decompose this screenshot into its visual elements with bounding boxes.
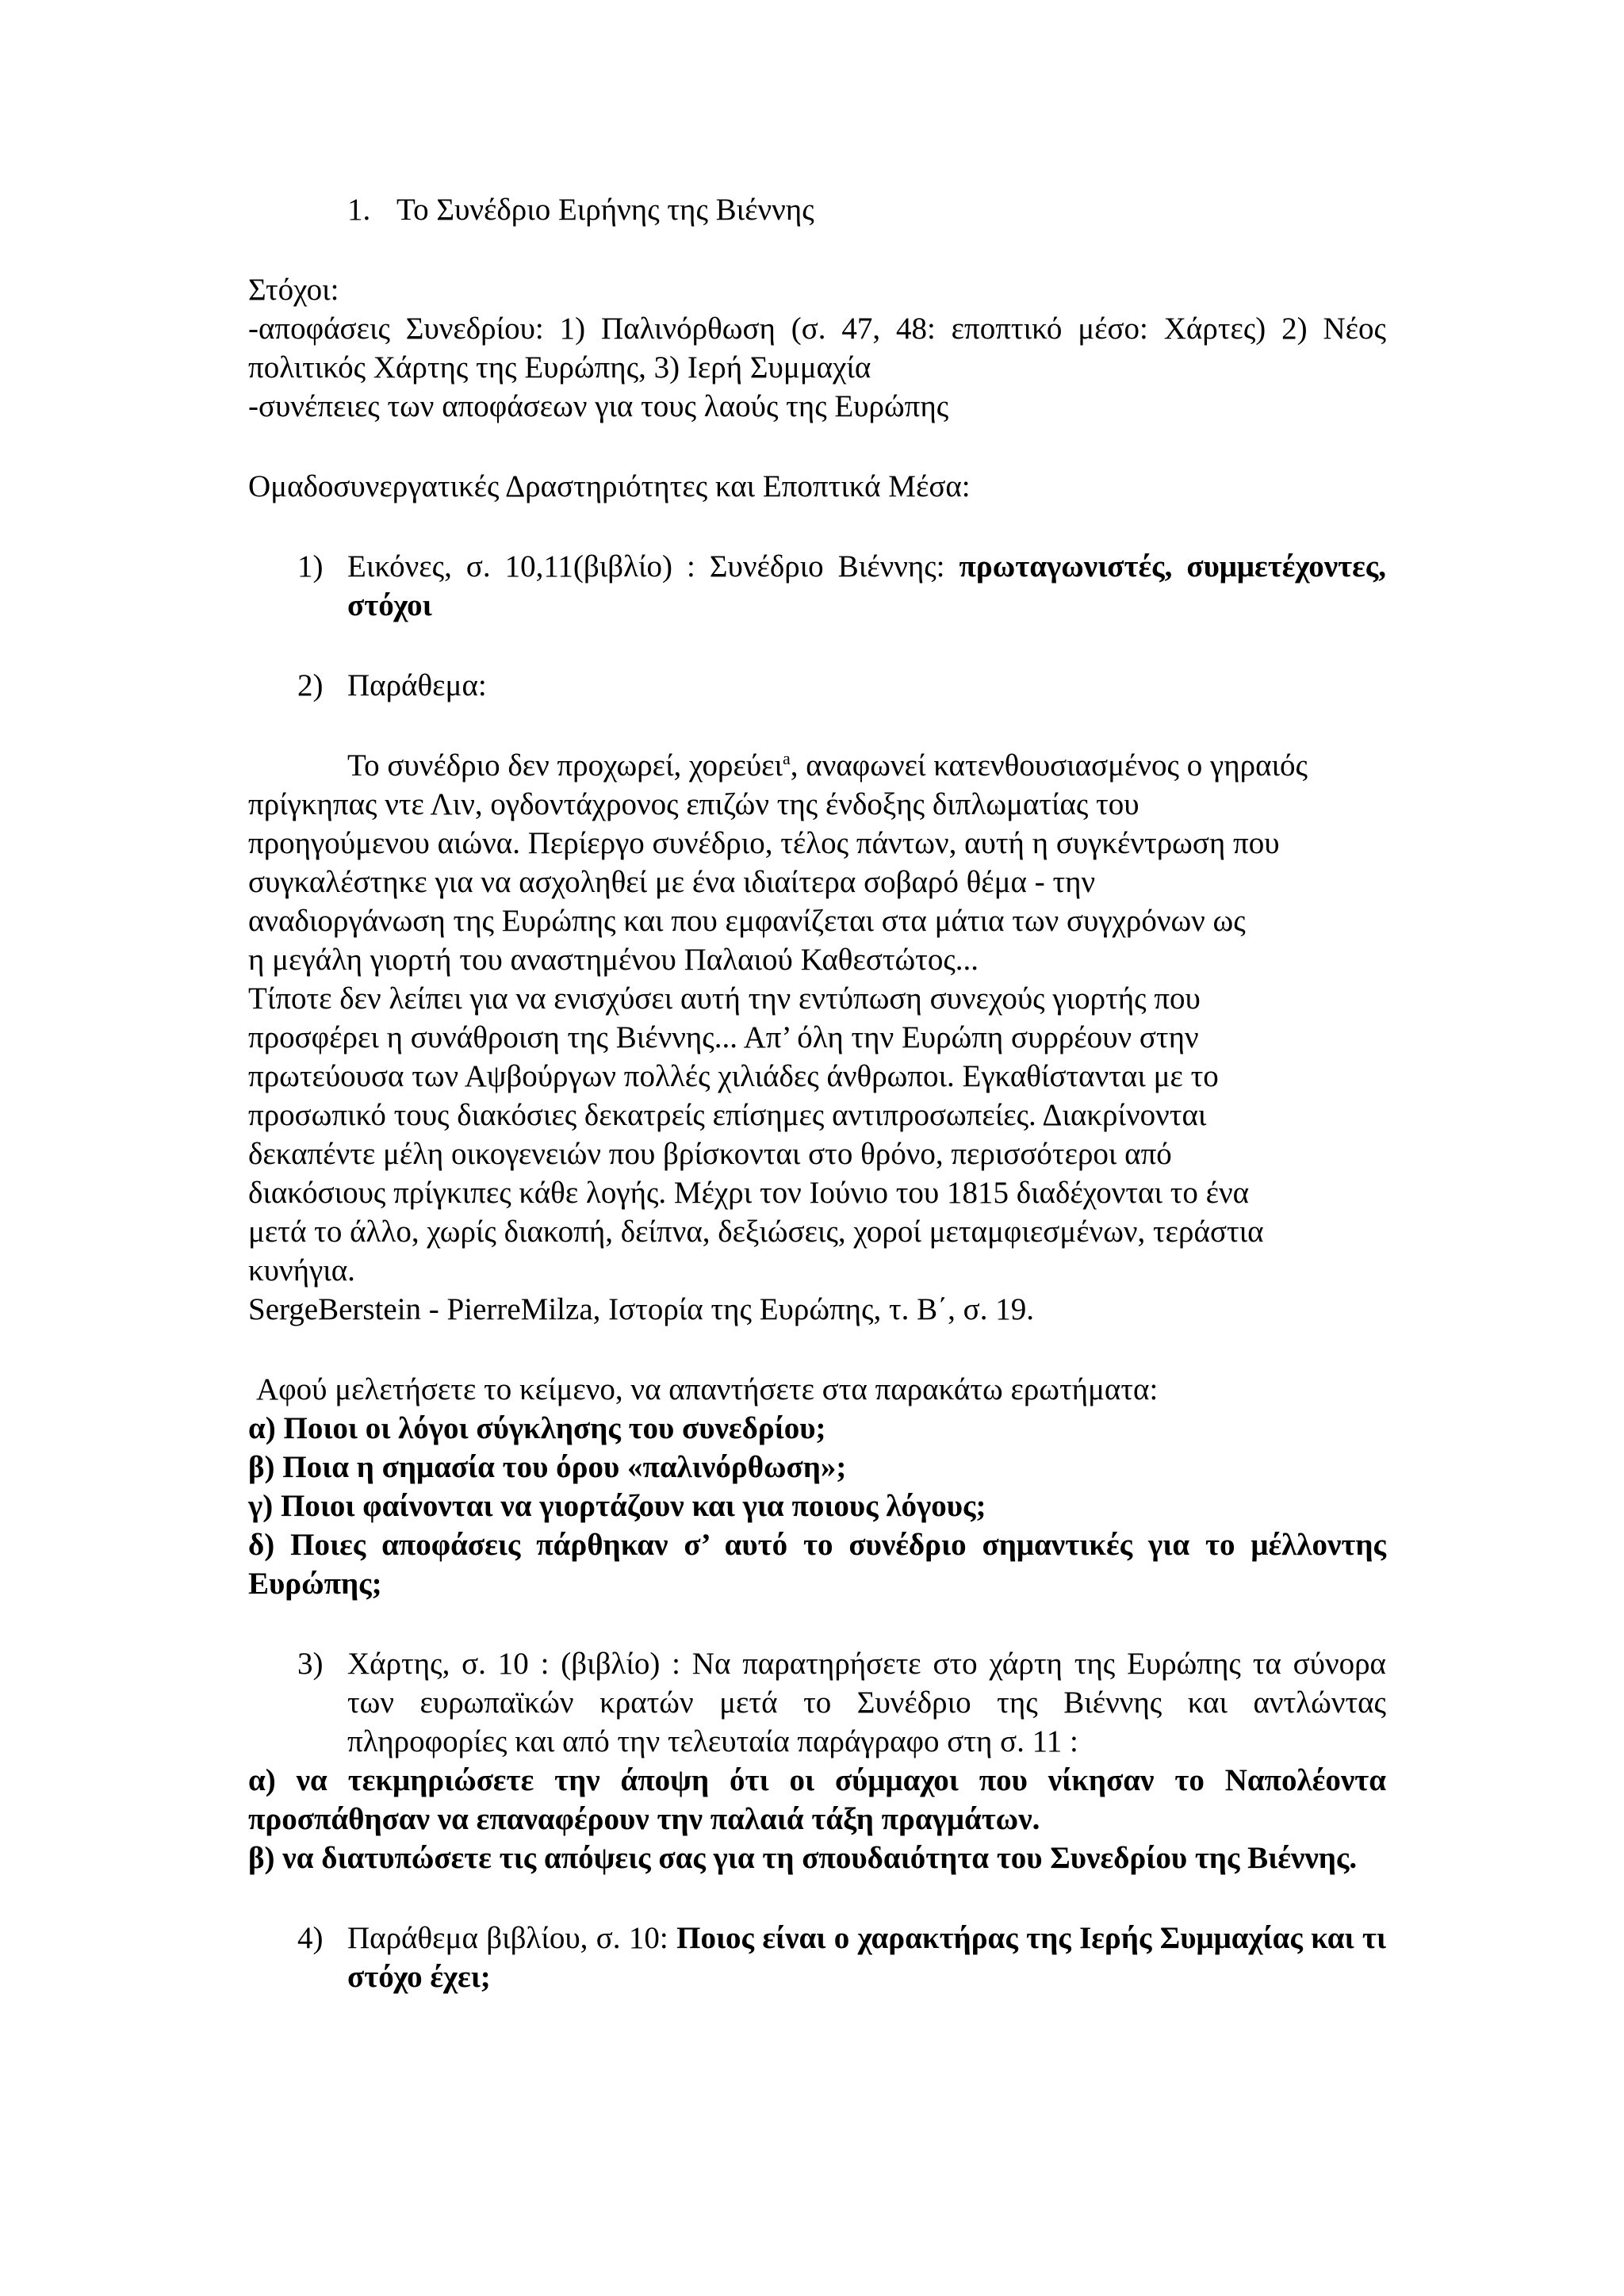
activity-item-2 xyxy=(248,666,1386,705)
activity-item-4-bold: Ποιος είναι ο χαρακτήρας της Ιερής Συμμαχίας και τι στόχο έχει; xyxy=(347,1921,1386,1994)
document-body xyxy=(248,190,1386,1996)
quote-line: προηγούμενου αιώνα. Περίεργο συνέδριο, τέλος πάντων, αυτή η συγκέντρωση που xyxy=(248,826,1280,860)
section-number: 1. xyxy=(347,193,371,227)
question-b xyxy=(248,1448,1386,1487)
activity-item-1-bold: πρωταγωνιστές, συμμετέχοντες, στόχοι xyxy=(347,549,1386,622)
quote-line: προσφέρει η συνάθροιση της Βιέννης... Απ’ όλη την Ευρώπη συρρέουν στην xyxy=(248,1020,1199,1054)
section-title-text: Το Συνέδριο Ειρήνης της Βιέννης xyxy=(396,193,814,227)
question-a xyxy=(248,1409,1386,1448)
goals-line-2: -συνέπειες των αποφάσεων για τους λαούς της Ευρώπης xyxy=(248,389,949,423)
quote-line-1 xyxy=(248,746,1386,785)
footnote-mark: a xyxy=(783,748,791,768)
quote-line: μετά το άλλο, χωρίς διακοπή, δείπνα, δεξιώσεις, χοροί μεταμφιεσμένων, τεράστια xyxy=(248,1215,1264,1249)
activity-item-4-text: Παράθεμα βιβλίου, σ. 10: xyxy=(347,1921,677,1955)
activity-item-3 xyxy=(248,1644,1386,1761)
quote-line: συγκαλέστηκε για να ασχοληθεί με ένα ιδιαίτερα σοβαρό θέμα - την xyxy=(248,865,1096,899)
quote-line: δεκαπέντε μέλη οικογενειών που βρίσκονται στο θρόνο, περισσότεροι από xyxy=(248,1137,1172,1171)
quote-line: Τίποτε δεν λείπει για να ενισχύσει αυτή την εντύπωση συνεχούς γιορτής που xyxy=(248,982,1201,1016)
questions-intro: Αφού μελετήσετε το κείμενο, να απαντήσετε στα παρακάτω ερωτήματα: xyxy=(256,1372,1159,1406)
activity-item-2-text: Παράθεμα: xyxy=(347,668,487,702)
activity-item-2-number: 2) xyxy=(297,668,324,702)
quote-source: SergeBerstein - PierreMilza, Ιστορία της Ευρώπης, τ. Β΄, σ. 19. xyxy=(248,1292,1034,1326)
quote-line: αναδιοργάνωση της Ευρώπης και που εμφανίζεται στα μάτια των συγχρόνων ως xyxy=(248,904,1246,938)
activity-item-4-number: 4) xyxy=(297,1921,324,1955)
goals-line-1: -αποφάσεις Συνεδρίου: 1) Παλινόρθωση (σ. 47, 48: εποπτικό μέσο: Χάρτες) 2) Νέος πολιτικός Χάρτης της Ευρώπης, 3) Ιερή Συμμαχία xyxy=(248,312,1386,385)
quote-line: πρωτεύουσα των Αψβούργων πολλές χιλιάδες άνθρωποι. Εγκαθίστανται με το xyxy=(248,1059,1219,1093)
activity-item-3-number: 3) xyxy=(297,1647,324,1681)
map-question-a xyxy=(248,1761,1386,1839)
map-question-b xyxy=(248,1839,1386,1877)
activity-item-1-number: 1) xyxy=(297,549,324,584)
question-a-text: α) Ποιοι οι λόγοι σύγκλησης του συνεδρίου; xyxy=(248,1411,826,1445)
quote-line-1-tail: , αναφωνεί κατενθουσιασμένος ο γηραιός xyxy=(790,748,1308,783)
question-d-text: δ) Ποιες αποφάσεις πάρθηκαν σ’ αυτό το συνέδριο σημαντικές για το μέλλοντης Ευρώπης; xyxy=(248,1528,1386,1601)
quote-line: κυνήγια. xyxy=(248,1253,355,1288)
quote-line: διακόσιους πρίγκιπες κάθε λογής. Μέχρι τον Ιούνιο του 1815 διαδέχονται το ένα xyxy=(248,1176,1250,1210)
activity-item-3-text: Χάρτης, σ. 10 : (βιβλίο) : Να παρατηρήσετε στο χάρτη της Ευρώπης τα σύνορα των ευρωπαϊκών κρατών μετά το Συνέδριο της Βιέννης και αντλώντας πληροφορίες και από την τελευταία παράγραφο στη σ. 11 : xyxy=(347,1647,1386,1758)
quote-line: προσωπικό τους διακόσιες δεκατρείς επίσημες αντιπροσωπείες. Διακρίνονται xyxy=(248,1098,1207,1132)
question-c-text: γ) Ποιοι φαίνονται να γιορτάζουν και για ποιους λόγους; xyxy=(248,1489,986,1523)
goals-heading: Στόχοι: xyxy=(248,273,339,307)
quote-line: πρίγκηπας ντε Λιν, ογδοντάχρονος επιζών της ένδοξης διπλωματίας του xyxy=(248,787,1139,821)
activity-item-4 xyxy=(248,1919,1386,1996)
quote-line: η μεγάλη γιορτή του αναστημένου Παλαιού Καθεστώτος... xyxy=(248,943,979,977)
section-title xyxy=(248,190,1386,229)
activity-item-1-text: Εικόνες, σ. 10,11(βιβλίο) : Συνέδριο Βιέννης: xyxy=(347,549,959,584)
activities-heading: Ομαδοσυνεργατικές Δραστηριότητες και Εποπτικά Μέσα: xyxy=(248,469,971,503)
quote-line-1-text: Το συνέδριο δεν προχωρεί, χορεύει xyxy=(347,748,783,783)
map-question-b-text: β) να διατυπώσετε τις απόψεις σας για τη σπουδαιότητα του Συνεδρίου της Βιέννης. xyxy=(248,1841,1358,1875)
question-c xyxy=(248,1487,1386,1525)
map-question-a-text: α) να τεκμηριώσετε την άποψη ότι οι σύμμαχοι που νίκησαν το Ναπολέοντα προσπάθησαν να επαναφέρουν την παλαιά τάξη πραγμάτων. xyxy=(248,1763,1386,1836)
question-b-text: β) Ποια η σημασία του όρου «παλινόρθωση»; xyxy=(248,1450,847,1484)
question-d xyxy=(248,1525,1386,1603)
quote-block xyxy=(248,746,1386,1329)
activity-item-1 xyxy=(248,547,1386,625)
